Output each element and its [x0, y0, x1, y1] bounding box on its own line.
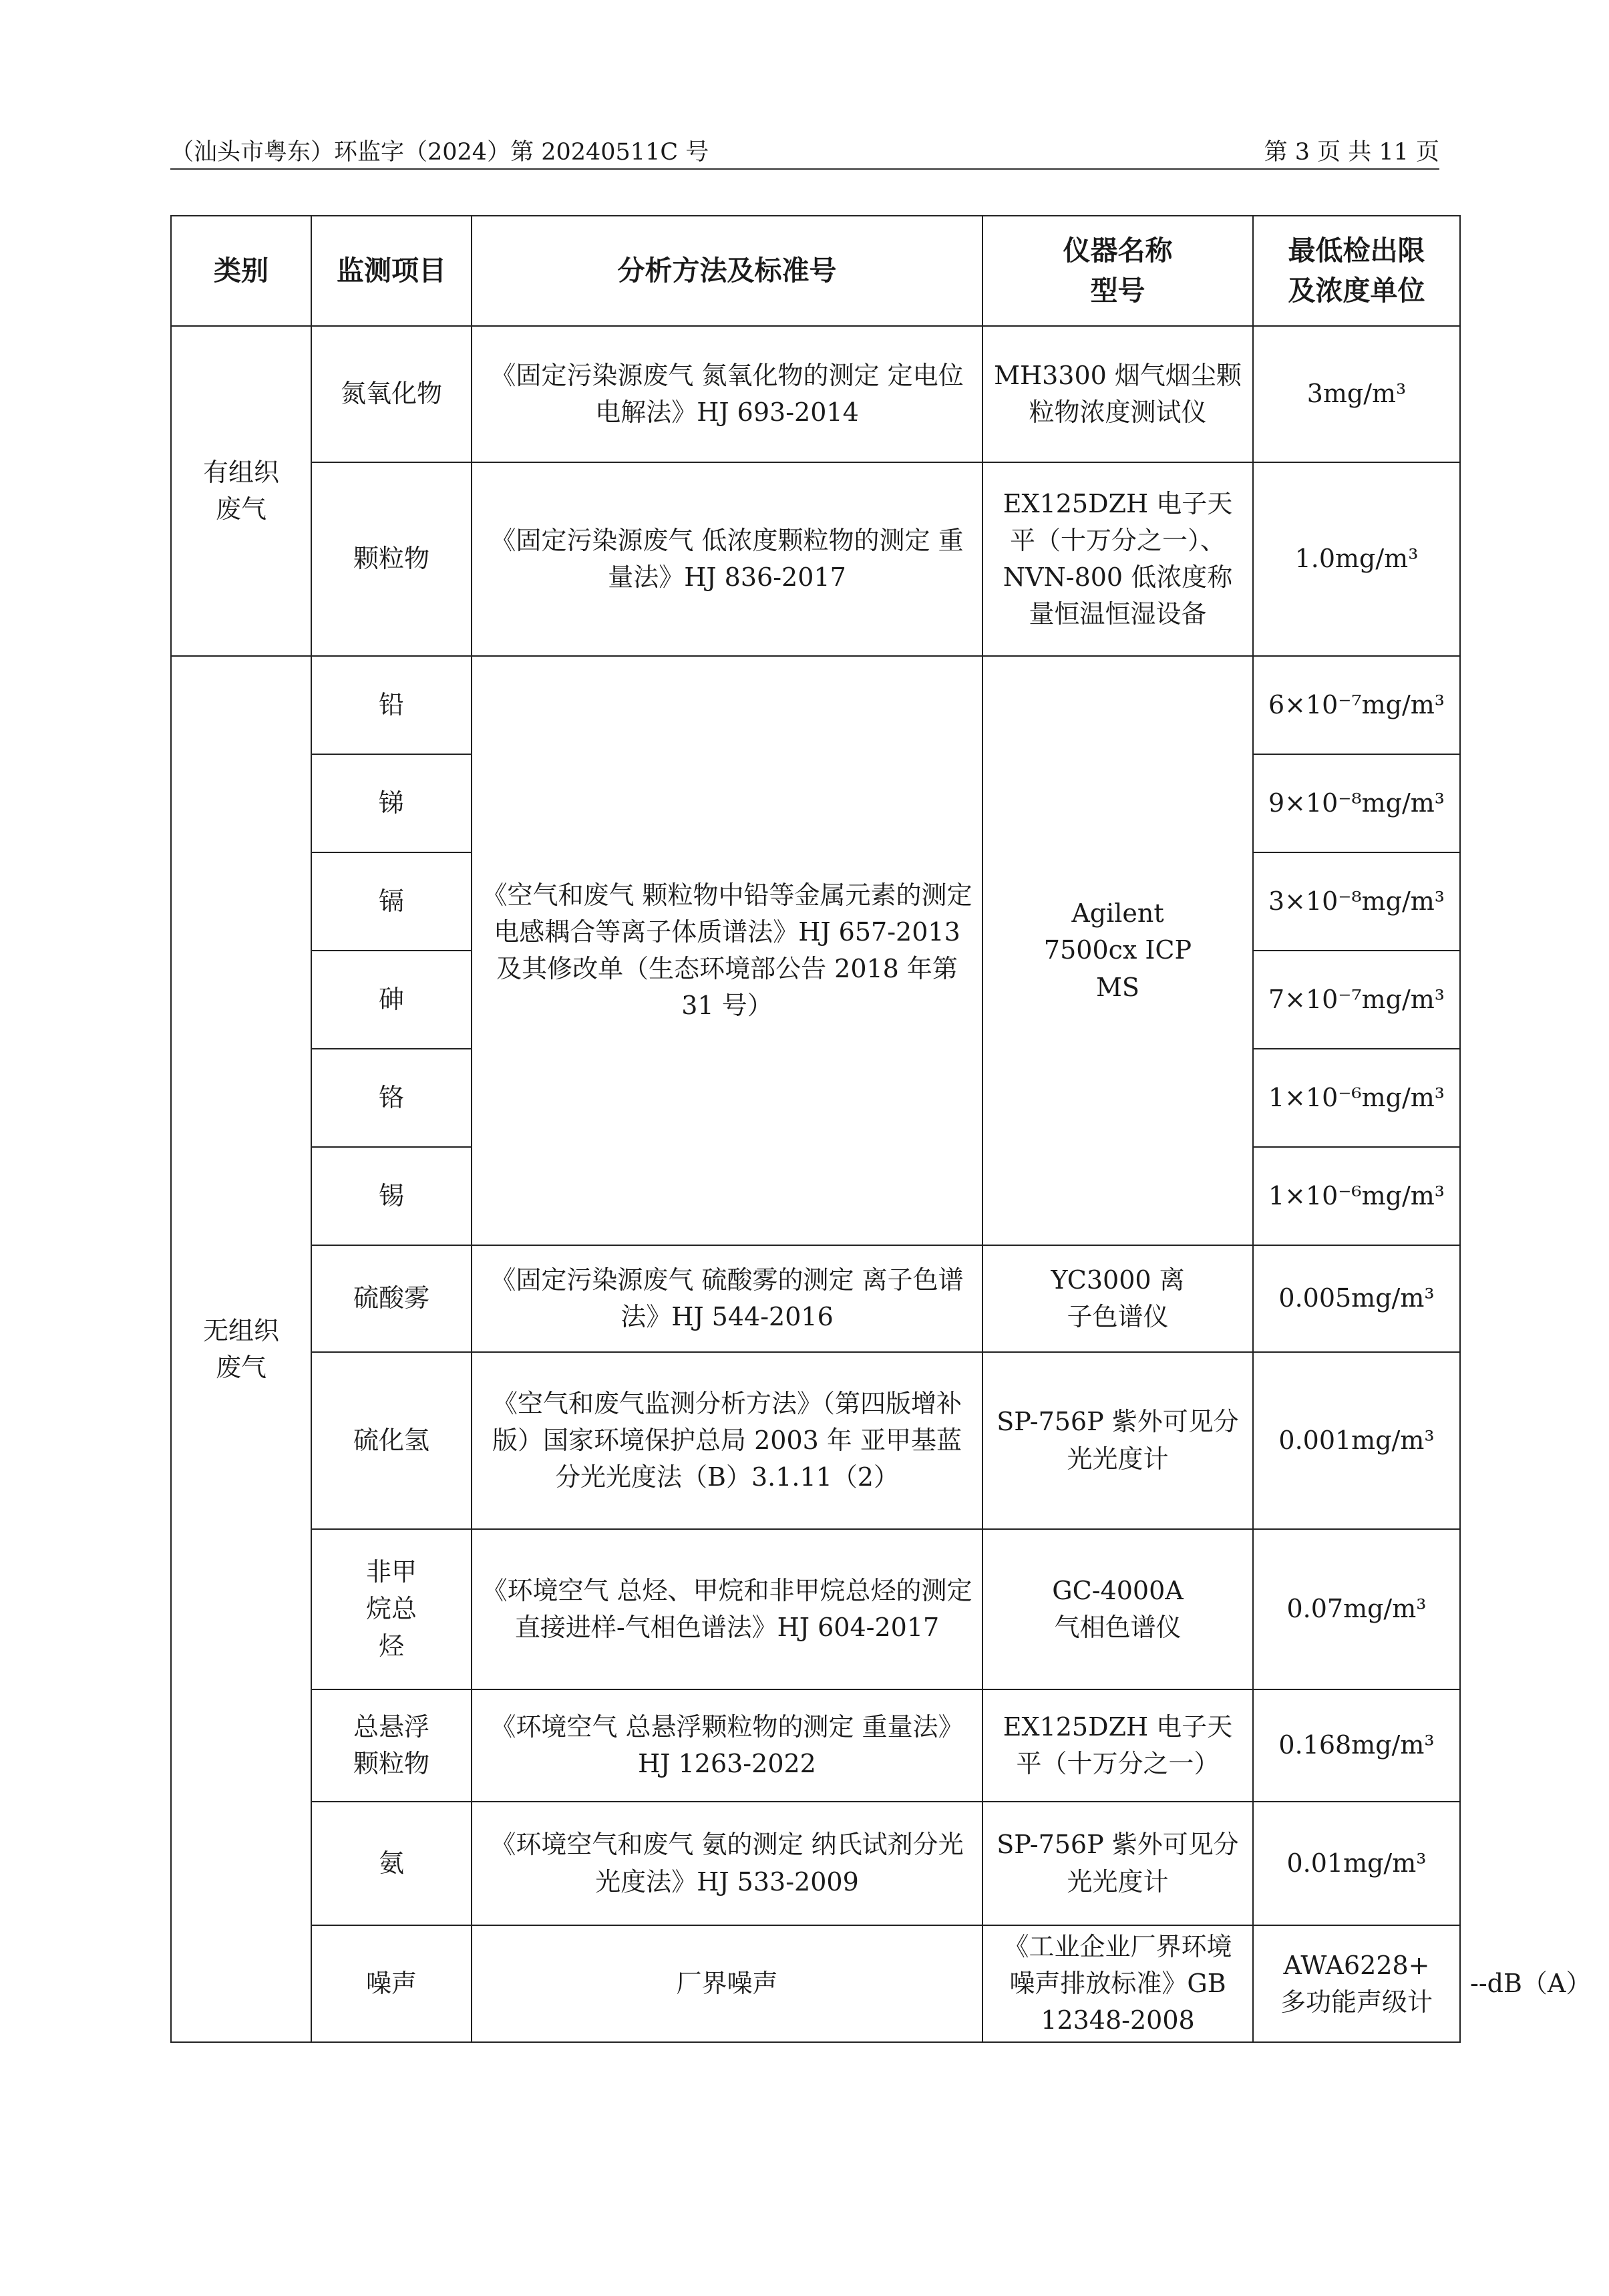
- limit-cell: 7×10⁻⁷mg/m³: [1253, 951, 1460, 1049]
- item-cell: 铅: [311, 656, 472, 754]
- item-cell: 氮氧化物: [311, 326, 472, 462]
- limit-cell: 3×10⁻⁸mg/m³: [1253, 852, 1460, 951]
- limit-cell: 0.001mg/m³: [1253, 1352, 1460, 1529]
- method-cell: 《工业企业厂界环境噪声排放标准》GB 12348-2008: [982, 1925, 1253, 2042]
- item-cell: 镉: [311, 852, 472, 951]
- item-cell: 氨: [311, 1802, 472, 1925]
- page-header: [170, 134, 1439, 167]
- instrument-cell: Agilent 7500cx ICP MS: [982, 656, 1253, 1245]
- instrument-cell: EX125DZH 电子天平（十万分之一）、NVN-800 低浓度称量恒温恒湿设备: [982, 462, 1253, 656]
- monitoring-methods-table: [170, 215, 1592, 2043]
- instrument-cell: MH3300 烟气烟尘颗粒物浓度测试仪: [982, 326, 1253, 462]
- col-header-method: 分析方法及标准号: [472, 216, 982, 326]
- category-cell: 噪声: [311, 1925, 472, 2042]
- item-cell: 砷: [311, 951, 472, 1049]
- category-cell: 有组织废气: [171, 326, 311, 656]
- instrument-cell: SP-756P 紫外可见分光光度计: [982, 1802, 1253, 1925]
- limit-cell: 9×10⁻⁸mg/m³: [1253, 754, 1460, 852]
- limit-cell: 1×10⁻⁶mg/m³: [1253, 1147, 1460, 1245]
- item-cell: 铬: [311, 1049, 472, 1147]
- method-cell: 《固定污染源废气 氮氧化物的测定 定电位电解法》HJ 693-2014: [472, 326, 982, 462]
- report-number: （汕头市粤东）环监字（2024）第 20240511C 号: [170, 139, 709, 166]
- category-cell: 无组织废气: [171, 656, 311, 2042]
- limit-cell: 0.005mg/m³: [1253, 1245, 1460, 1352]
- item-cell: 非甲烷总烃: [311, 1529, 472, 1689]
- table-row: [171, 1689, 1460, 1802]
- method-cell: 《空气和废气监测分析方法》（第四版增补版）国家环境保护总局 2003 年 亚甲基蓝分光光度法（B）3.1.11（2）: [472, 1352, 982, 1529]
- instrument-cell: EX125DZH 电子天平（十万分之一）: [982, 1689, 1253, 1802]
- limit-cell: 1×10⁻⁶mg/m³: [1253, 1049, 1460, 1147]
- table-header-row: [171, 216, 1460, 326]
- instrument-cell: YC3000 离子色谱仪: [982, 1245, 1253, 1352]
- limit-cell: 6×10⁻⁷mg/m³: [1253, 656, 1460, 754]
- item-cell: 颗粒物: [311, 462, 472, 656]
- col-header-category: 类别: [171, 216, 311, 326]
- method-cell: 《环境空气和废气 氨的测定 纳氏试剂分光光度法》HJ 533-2009: [472, 1802, 982, 1925]
- method-cell: 《环境空气 总悬浮颗粒物的测定 重量法》HJ 1263-2022: [472, 1689, 982, 1802]
- limit-cell: 0.01mg/m³: [1253, 1802, 1460, 1925]
- page-number: 第 3 页 共 11 页: [1264, 139, 1439, 166]
- table-row: [171, 656, 1460, 754]
- table-row: [171, 1352, 1460, 1529]
- item-cell: 硫酸雾: [311, 1245, 472, 1352]
- item-cell: 厂界噪声: [472, 1925, 982, 2042]
- item-cell: 锑: [311, 754, 472, 852]
- col-header-instrument: 仪器名称 型号: [982, 216, 1253, 326]
- item-cell: 硫化氢: [311, 1352, 472, 1529]
- method-cell: 《固定污染源废气 硫酸雾的测定 离子色谱法》HJ 544-2016: [472, 1245, 982, 1352]
- instrument-cell: AWA6228+ 多功能声级计: [1253, 1925, 1460, 2042]
- col-header-limit: 最低检出限 及浓度单位: [1253, 216, 1460, 326]
- method-cell: 《空气和废气 颗粒物中铅等金属元素的测定 电感耦合等离子体质谱法》HJ 657-2013 及其修改单（生态环境部公告 2018 年第 31 号）: [472, 656, 982, 1245]
- table-row: [171, 1529, 1460, 1689]
- instrument-cell: SP-756P 紫外可见分光光度计: [982, 1352, 1253, 1529]
- table-row: [171, 1802, 1460, 1925]
- item-cell: 总悬浮颗粒物: [311, 1689, 472, 1802]
- table-row: [171, 326, 1460, 462]
- method-cell: 《固定污染源废气 低浓度颗粒物的测定 重量法》HJ 836-2017: [472, 462, 982, 656]
- table-row: [171, 1245, 1460, 1352]
- col-header-item: 监测项目: [311, 216, 472, 326]
- table-row: [171, 462, 1460, 656]
- limit-cell: 0.07mg/m³: [1253, 1529, 1460, 1689]
- limit-cell: 3mg/m³: [1253, 326, 1460, 462]
- limit-cell: 1.0mg/m³: [1253, 462, 1460, 656]
- instrument-cell: GC-4000A 气相色谱仪: [982, 1529, 1253, 1689]
- method-cell: 《环境空气 总烃、甲烷和非甲烷总烃的测定 直接进样-气相色谱法》HJ 604-2017: [472, 1529, 982, 1689]
- limit-cell: 0.168mg/m³: [1253, 1689, 1460, 1802]
- item-cell: 锡: [311, 1147, 472, 1245]
- header-rule: [170, 168, 1439, 170]
- table-row: 噪声 厂界噪声 《工业企业厂界环境噪声排放标准》GB 12348-2008 AWA6228+ 多功能声级计 --dB（A）: [171, 1925, 1460, 2042]
